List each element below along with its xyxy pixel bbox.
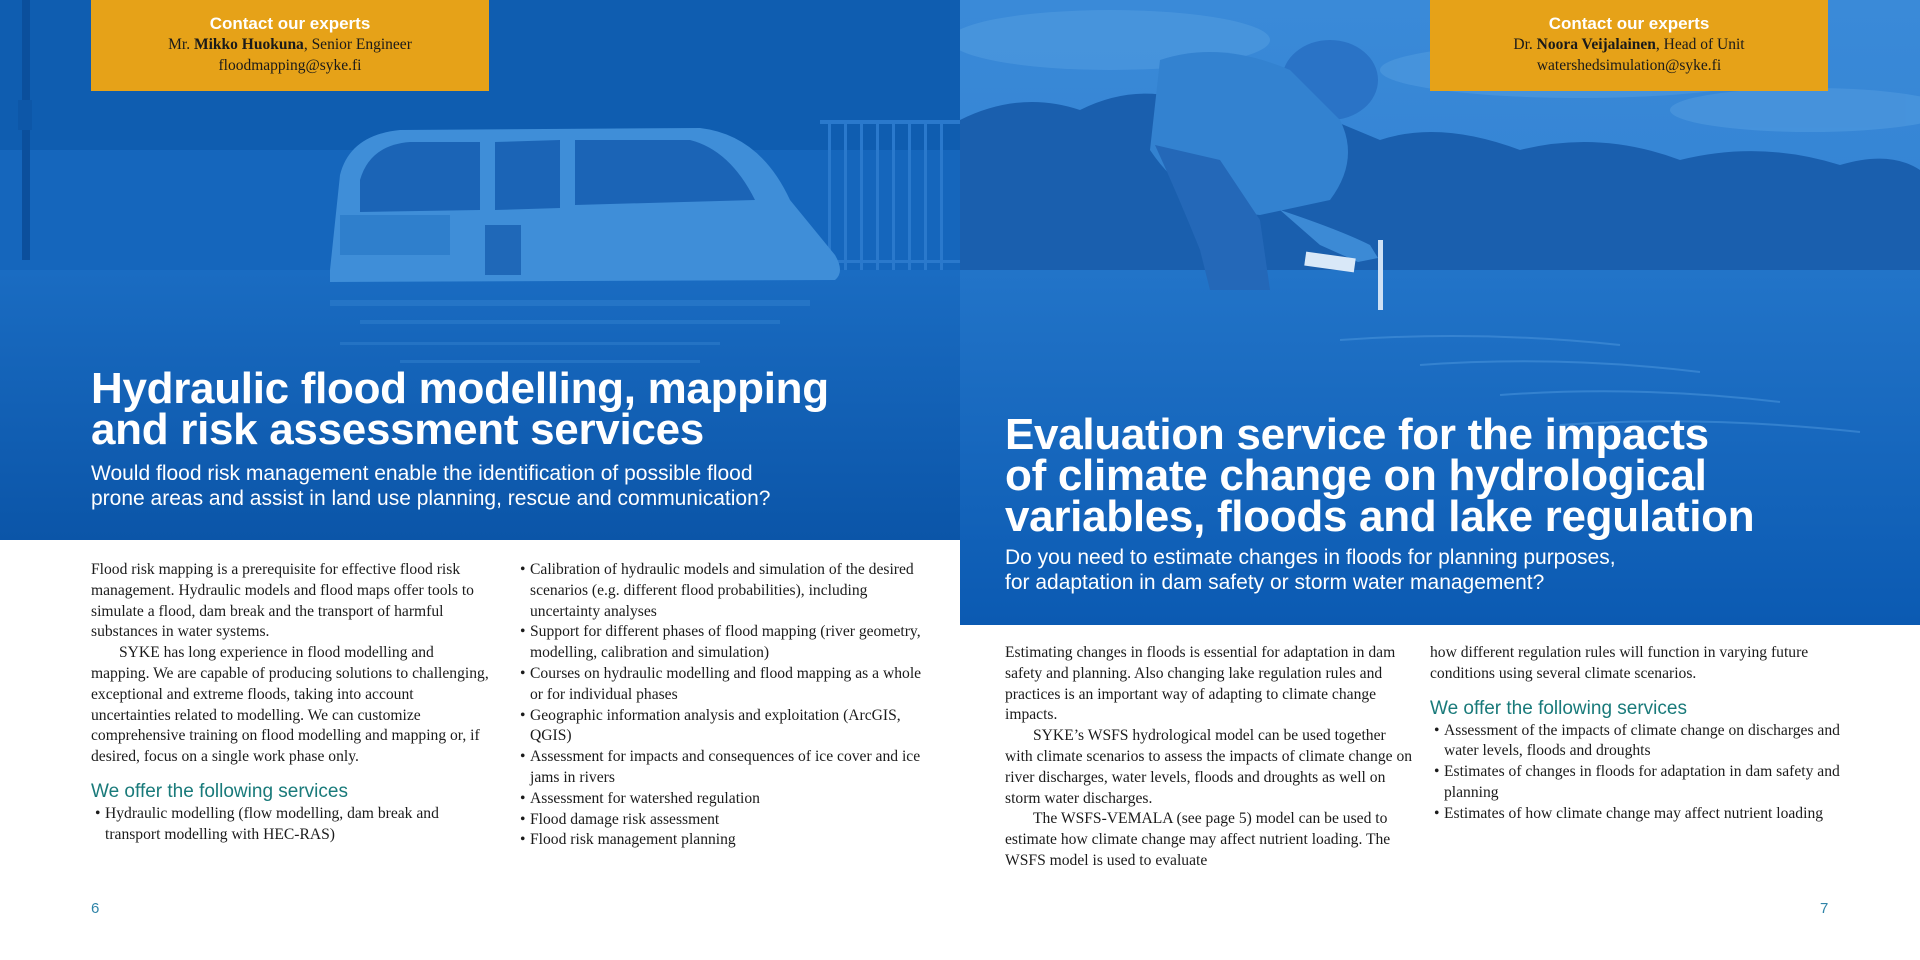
service-item: • Hydraulic modelling (flow modelling, dam break and transport modelling with HEC-RAS) bbox=[91, 804, 491, 846]
service-item: • Assessment of the impacts of climate change on discharges and water levels, floods and droughts bbox=[1430, 721, 1850, 763]
service-item: • Flood risk management planning bbox=[516, 830, 936, 851]
contact-role: , Head of Unit bbox=[1655, 36, 1745, 53]
left-body-column-1 bbox=[91, 560, 491, 846]
subtitle-line: Do you need to estimate changes in floods for planning purposes, bbox=[1005, 546, 1616, 569]
body-paragraph: SYKE has long experience in flood modelling and mapping. We are capable of producing solutions to challenging, exceptional and extreme floods, taking into account uncertainties related to modelling. We can customize comprehensive training on flood modelling and mapping or, if desired, focus on a single work phase only. bbox=[91, 644, 489, 766]
title-line: Evaluation service for the impacts bbox=[1005, 410, 1709, 459]
title-line: and risk assessment services bbox=[91, 405, 704, 454]
title-line: Hydraulic flood modelling, mapping bbox=[91, 364, 829, 413]
body-paragraph: The WSFS-VEMALA (see page 5) model can be used to estimate how climate change may affect nutrient loading. The WSFS model is used to evaluate bbox=[1005, 810, 1391, 869]
contact-name: Mikko Huokuna bbox=[193, 36, 304, 53]
contact-prefix: Mr. bbox=[168, 36, 191, 53]
right-body-column-1 bbox=[1005, 643, 1415, 872]
service-item: • Calibration of hydraulic models and simulation of the desired scenarios (e.g. different flood probabilities), including uncertainty analyses bbox=[516, 560, 936, 622]
contact-email[interactable]: watershedsimulation@syke.fi bbox=[1536, 57, 1722, 74]
right-contact-box bbox=[1430, 0, 1828, 91]
service-item: • Flood damage risk assessment bbox=[516, 810, 936, 831]
body-paragraph: Flood risk mapping is a prerequisite for effective flood risk management. Hydraulic models and flood maps offer tools to simulate a flood, dam break and the transport of harmful substances in water systems. bbox=[91, 561, 474, 641]
left-body-column-2 bbox=[516, 560, 936, 851]
contact-title: Contact our experts bbox=[209, 14, 371, 33]
contact-title: Contact our experts bbox=[1548, 14, 1710, 33]
service-item: • Support for different phases of flood mapping (river geometry, modelling, calibration and simulation) bbox=[516, 622, 936, 664]
contact-email[interactable]: floodmapping@syke.fi bbox=[218, 57, 362, 74]
right-page-subtitle bbox=[1005, 545, 1885, 595]
contact-person bbox=[1430, 34, 1828, 55]
service-item: • Estimates of changes in floods for adaptation in dam safety and planning bbox=[1430, 762, 1850, 804]
service-item: • Geographic information analysis and exploitation (ArcGIS, QGIS) bbox=[516, 706, 936, 748]
left-page-subtitle bbox=[91, 461, 911, 511]
services-heading: We offer the following services bbox=[1430, 697, 1687, 719]
right-body-column-2 bbox=[1430, 643, 1850, 825]
services-list bbox=[516, 560, 936, 851]
service-item: • Assessment for watershed regulation bbox=[516, 789, 936, 810]
body-paragraph: SYKE’s WSFS hydrological model can be used together with climate scenarios to assess the impacts of climate change on river discharges, water levels, floods and droughts as well on storm water discharges. bbox=[1005, 727, 1413, 807]
right-page-title bbox=[1005, 410, 1885, 541]
service-item: • Estimates of how climate change may affect nutrient loading bbox=[1430, 804, 1850, 825]
contact-role: , Senior Engineer bbox=[303, 36, 412, 53]
left-hero-banner bbox=[0, 0, 960, 540]
services-list bbox=[91, 804, 491, 846]
subtitle-line: Would flood risk management enable the identification of possible flood bbox=[91, 462, 753, 485]
right-page bbox=[960, 0, 1920, 960]
page-number: 7 bbox=[1820, 900, 1829, 917]
service-item: • Assessment for impacts and consequences of ice cover and ice jams in rivers bbox=[516, 747, 936, 789]
contact-prefix: Dr. bbox=[1513, 36, 1533, 53]
services-list bbox=[1430, 721, 1850, 825]
body-paragraph: how different regulation rules will function in varying future conditions using several climate scenarios. bbox=[1430, 644, 1809, 682]
left-page-title bbox=[91, 364, 911, 454]
left-contact-box bbox=[91, 0, 489, 91]
contact-person bbox=[91, 34, 489, 55]
page-number: 6 bbox=[91, 900, 100, 917]
contact-name: Noora Veijalainen bbox=[1536, 36, 1656, 53]
subtitle-line: for adaptation in dam safety or storm water management? bbox=[1005, 571, 1545, 594]
right-hero-banner bbox=[960, 0, 1920, 625]
title-line: of climate change on hydrological bbox=[1005, 451, 1707, 500]
subtitle-line: prone areas and assist in land use planning, rescue and communication? bbox=[91, 487, 771, 510]
services-heading: We offer the following services bbox=[91, 780, 348, 802]
title-line: variables, floods and lake regulation bbox=[1005, 492, 1755, 541]
body-paragraph: Estimating changes in floods is essential for adaptation in dam safety and planning. Also changing lake regulation rules and practices is an important way of adapting to climate change impacts. bbox=[1005, 644, 1396, 724]
service-item: • Courses on hydraulic modelling and flood mapping as a whole or for individual phases bbox=[516, 664, 936, 706]
